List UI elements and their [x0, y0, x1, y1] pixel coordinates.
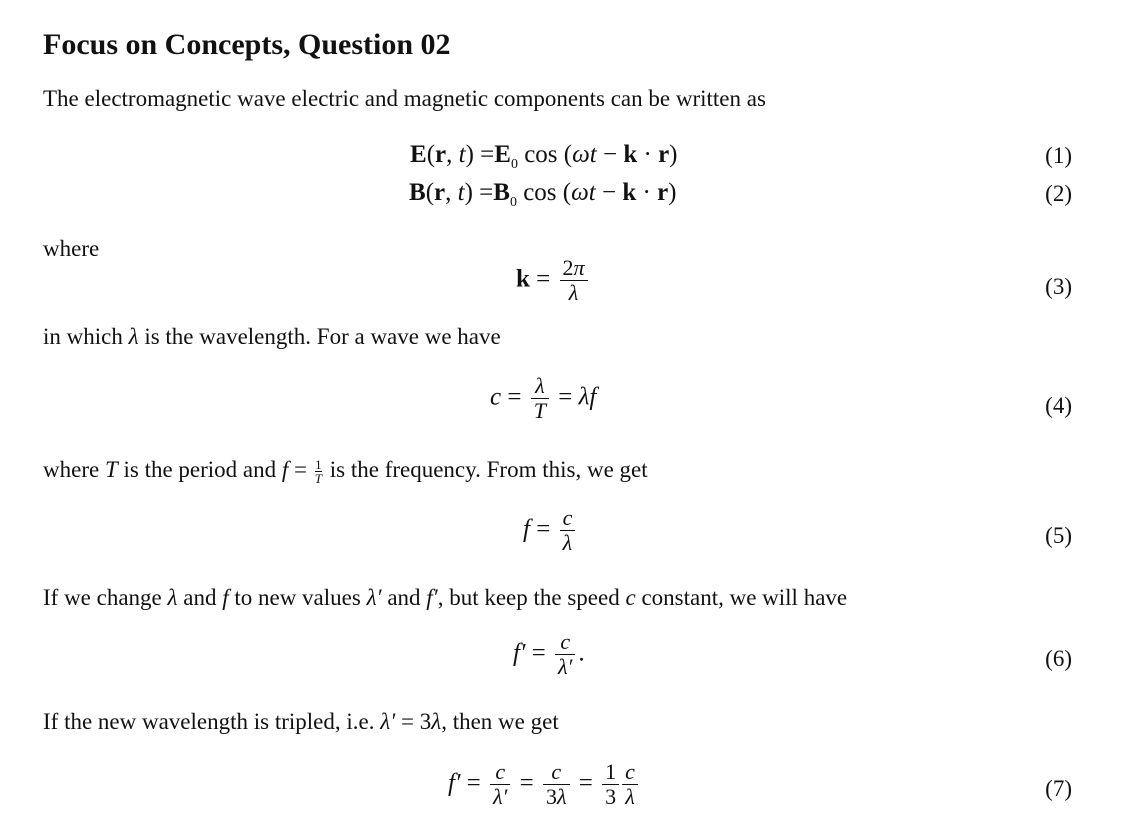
equation-5: f = $\frac{c}{\lambda}$	[523, 506, 578, 555]
equation-number-7: (7)	[1045, 776, 1072, 801]
equation-number-3: (3)	[1045, 274, 1072, 299]
change-paragraph: If we change λ and f to new values λ′ and f′, but keep the speed c constant, we will have	[43, 585, 848, 610]
page-title: Focus on Concepts, Question 02	[43, 28, 451, 61]
where-text: where	[43, 236, 100, 261]
equation-2: B(r, $t) =B_0$ cos (ωt − k · r)	[409, 179, 677, 210]
equation-4: c = $\frac{\lambda}{T}$ = λf	[490, 373, 597, 424]
equation-1: E(r, $t) =E_0$ cos (ωt − k · r)	[410, 141, 678, 172]
equation-number-6: (6)	[1045, 646, 1072, 671]
equation-3: k = $\frac{2\pi}{\lambda}$	[516, 256, 591, 305]
equation-number-2: (2)	[1045, 181, 1072, 206]
equation-6: f′ = $\frac{c}{\lambda'}$ .	[513, 629, 585, 680]
period-paragraph: where T is the period and f = $\frac{1}{T}$ is the frequency. From this, we get	[43, 456, 648, 487]
equation-7: f′ = $\frac{c}{\lambda'}$ = $\frac{c}{3\lambda}$ = $\frac{1}{3}$ $\frac{c}{\lambda}$	[448, 760, 641, 809]
equation-number-1: (1)	[1045, 143, 1072, 168]
wavelength-paragraph: in which λ is the wavelength. For a wave we have	[43, 324, 501, 349]
equation-number-5: (5)	[1045, 523, 1072, 548]
inline-fraction: $\frac{1}{T}$	[314, 456, 322, 487]
intro-paragraph: The electromagnetic wave electric and magnetic components can be written as	[43, 86, 766, 111]
tripled-paragraph: If the new wavelength is tripled, i.e. λ′ = 3λ, then we get	[43, 709, 559, 734]
equation-number-4: (4)	[1045, 393, 1072, 418]
